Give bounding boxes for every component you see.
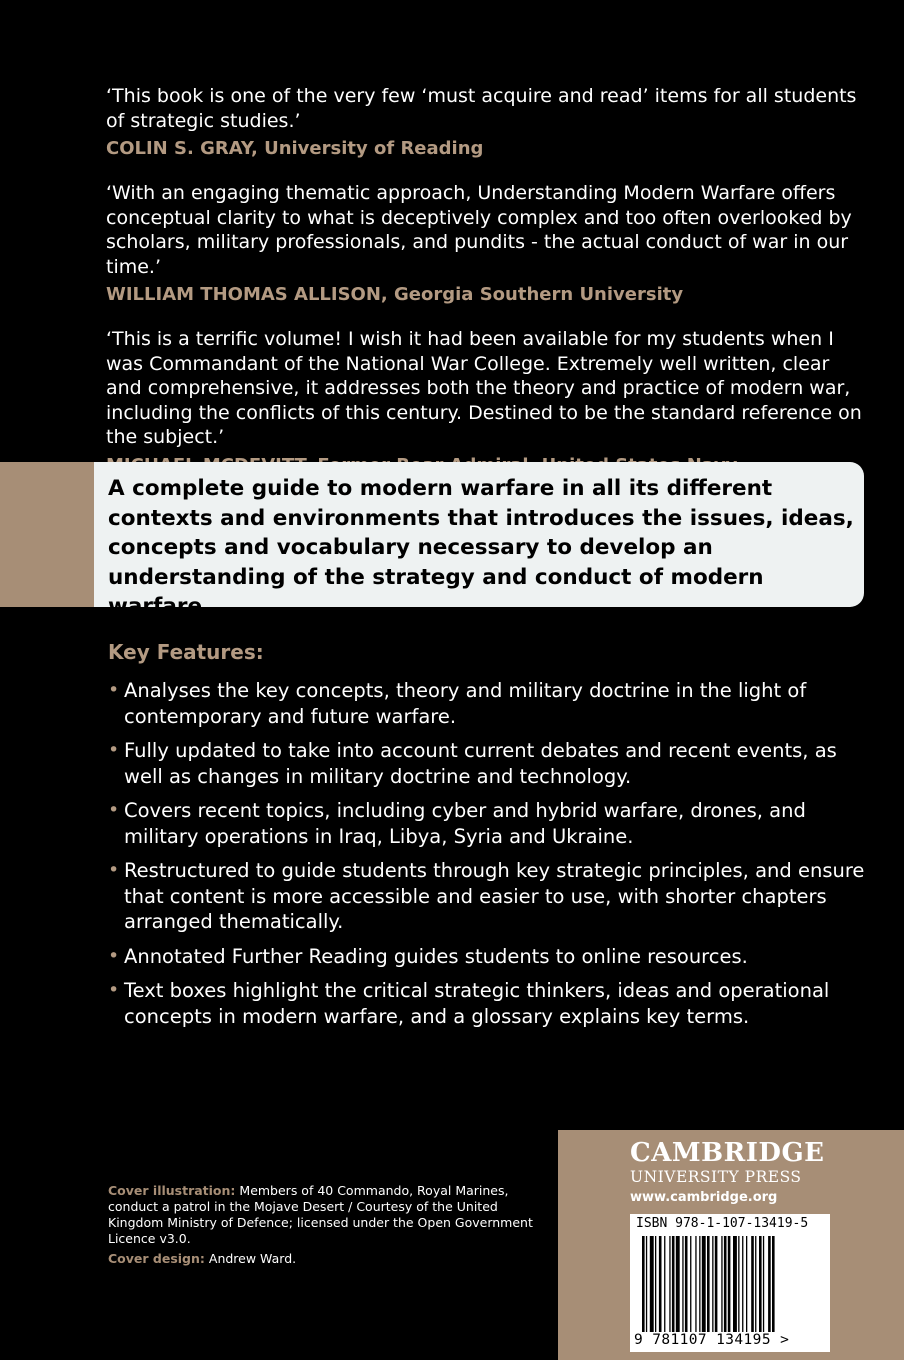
- feature-item: [108, 798, 868, 849]
- illustration-credit-text: Members of 40 Commando, Royal Marines, conduct a patrol in the Mojave Desert / Courtesy of the United Kingdom Ministry of Defence; licensed under the Open Government Licence v3.0.: [108, 1183, 533, 1246]
- publisher-url: www.cambridge.org: [630, 1190, 778, 1205]
- cover-credits: [108, 1183, 548, 1271]
- isbn-label: ISBN 978-1-107-13419-5: [636, 1216, 809, 1231]
- feature-text: Annotated Further Reading guides students to online resources.: [124, 944, 748, 968]
- bullet-icon: •: [108, 859, 120, 881]
- barcode-panel: [630, 1214, 830, 1352]
- feature-text: Text boxes highlight the critical strategic thinkers, ideas and operational concepts in modern warfare, and a glossary explains key terms.: [124, 979, 830, 1028]
- key-features: [108, 640, 868, 1038]
- feature-item: [108, 858, 868, 935]
- quote-text: ‘With an engaging thematic approach, Understanding Modern Warfare offers conceptual clarity to what is deceptively complex and too often overlooked by scholars, military professionals, and pundits - the actual conduct of war in our time.’: [106, 182, 852, 278]
- design-credit-label: Cover design:: [108, 1251, 205, 1266]
- endorsements: [106, 84, 866, 498]
- key-features-heading: Key Features:: [108, 640, 264, 664]
- illustration-credit: [108, 1183, 548, 1247]
- quote-attribution: COLIN S. GRAY, University of Reading: [106, 138, 484, 159]
- feature-text: Restructured to guide students through key strategic principles, and ensure that content is more accessible and easier to use, with shorter chapters arranged thematically.: [124, 859, 865, 933]
- design-credit: [108, 1251, 548, 1267]
- barcode-digits: 9 781107 134195 >: [634, 1332, 790, 1348]
- feature-item: [108, 678, 868, 729]
- endorsement-quote: [106, 181, 866, 307]
- feature-item: [108, 944, 868, 970]
- bullet-icon: •: [108, 944, 120, 967]
- quote-attribution: WILLIAM THOMAS ALLISON, Georgia Southern University: [106, 284, 684, 305]
- feature-list: [108, 678, 868, 1029]
- publisher-logo-subname: UNIVERSITY PRESS: [630, 1168, 802, 1186]
- publisher-block: [558, 1130, 904, 1360]
- feature-text: Fully updated to take into account current debates and recent events, as well as changes in military doctrine and technology.: [124, 739, 837, 788]
- bullet-icon: •: [108, 799, 120, 821]
- design-credit-text: Andrew Ward.: [208, 1251, 297, 1266]
- illustration-credit-label: Cover illustration:: [108, 1183, 236, 1198]
- bullet-icon: •: [108, 739, 120, 761]
- bullet-icon: •: [108, 679, 120, 701]
- book-blurb: A complete guide to modern warfare in all its different contexts and environments that introduces the issues, ideas, concepts and vocabulary necessary to develop an understanding of the strategy and conduct of modern warfare.: [94, 462, 864, 607]
- feature-text: Covers recent topics, including cyber and hybrid warfare, drones, and military operations in Iraq, Libya, Syria and Ukraine.: [124, 799, 806, 848]
- quote-text: ‘This is a terrific volume! I wish it had been available for my students when I was Commandant of the National War College. Extremely well written, clear and comprehensive, it addresses both the theory and practice of modern war, including the conflicts of this century. Destined to be the standard reference on the subject.’: [106, 328, 862, 448]
- publisher-logo-name: CAMBRIDGE: [630, 1138, 825, 1168]
- endorsement-quote: [106, 84, 866, 161]
- feature-item: [108, 978, 868, 1029]
- quote-text: ‘This book is one of the very few ‘must acquire and read’ items for all students of strategic studies.’: [106, 85, 857, 132]
- bullet-icon: •: [108, 979, 120, 1001]
- feature-text: Analyses the key concepts, theory and military doctrine in the light of contemporary and future warfare.: [124, 679, 807, 728]
- endorsement-quote: [106, 327, 866, 478]
- feature-item: [108, 738, 868, 789]
- barcode-icon: [642, 1236, 822, 1332]
